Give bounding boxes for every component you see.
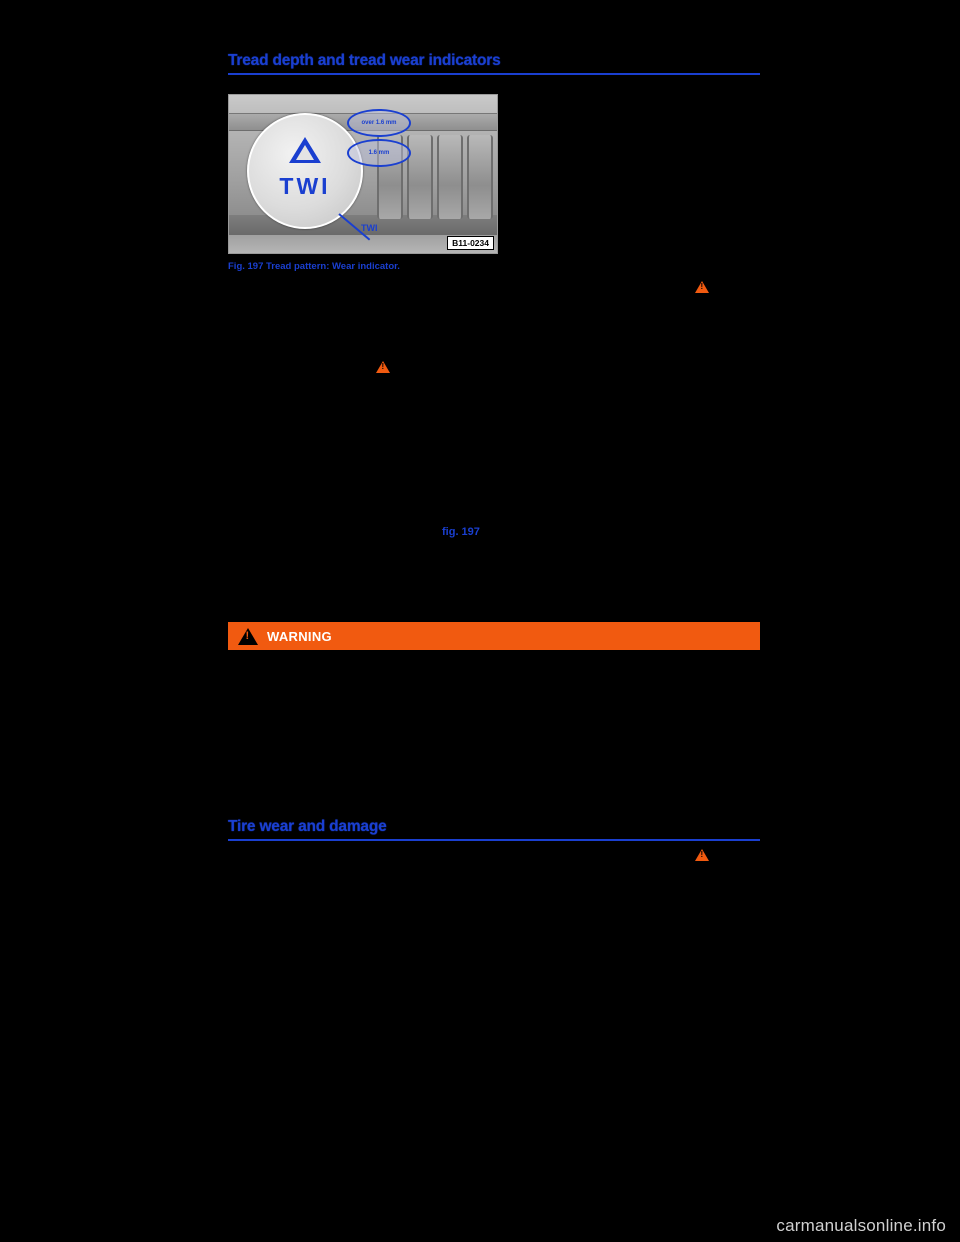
tread-block — [467, 135, 493, 219]
warning-triangle-icon — [695, 849, 709, 861]
warning-triangle-icon — [695, 281, 709, 293]
watermark-text: carmanualsonline — [776, 1216, 913, 1235]
twi-label: TWI — [279, 173, 331, 199]
twi-triangle-inner-icon — [296, 145, 314, 160]
figure-tread-wear-indicator — [228, 94, 498, 254]
section-heading-tread-depth: Tread depth and tread wear indicators — [228, 52, 501, 69]
tread-block — [407, 135, 433, 219]
tread-block — [437, 135, 463, 219]
watermark-suffix: .info — [912, 1216, 946, 1235]
warning-triangle-icon — [238, 628, 258, 645]
figure-cross-reference[interactable]: fig. 197 — [442, 526, 480, 538]
magnifier-circle — [247, 113, 363, 229]
section-rule-tire-wear — [228, 839, 760, 841]
depth-bubble-over: over 1.6 mm — [347, 109, 411, 137]
depth-bubble-limit: 1.6 mm — [347, 139, 411, 167]
warning-banner — [228, 622, 760, 650]
twi-marker-label: TWI — [361, 223, 378, 233]
figure-caption: Fig. 197 Tread pattern: Wear indicator. — [228, 261, 400, 272]
site-watermark — [776, 1216, 946, 1236]
warning-triangle-icon — [376, 361, 390, 373]
section-rule-tread-depth — [228, 73, 760, 75]
figure-code: B11-0234 — [447, 236, 494, 250]
warning-label: WARNING — [267, 628, 332, 644]
section-heading-tire-wear: Tire wear and damage — [228, 818, 387, 835]
